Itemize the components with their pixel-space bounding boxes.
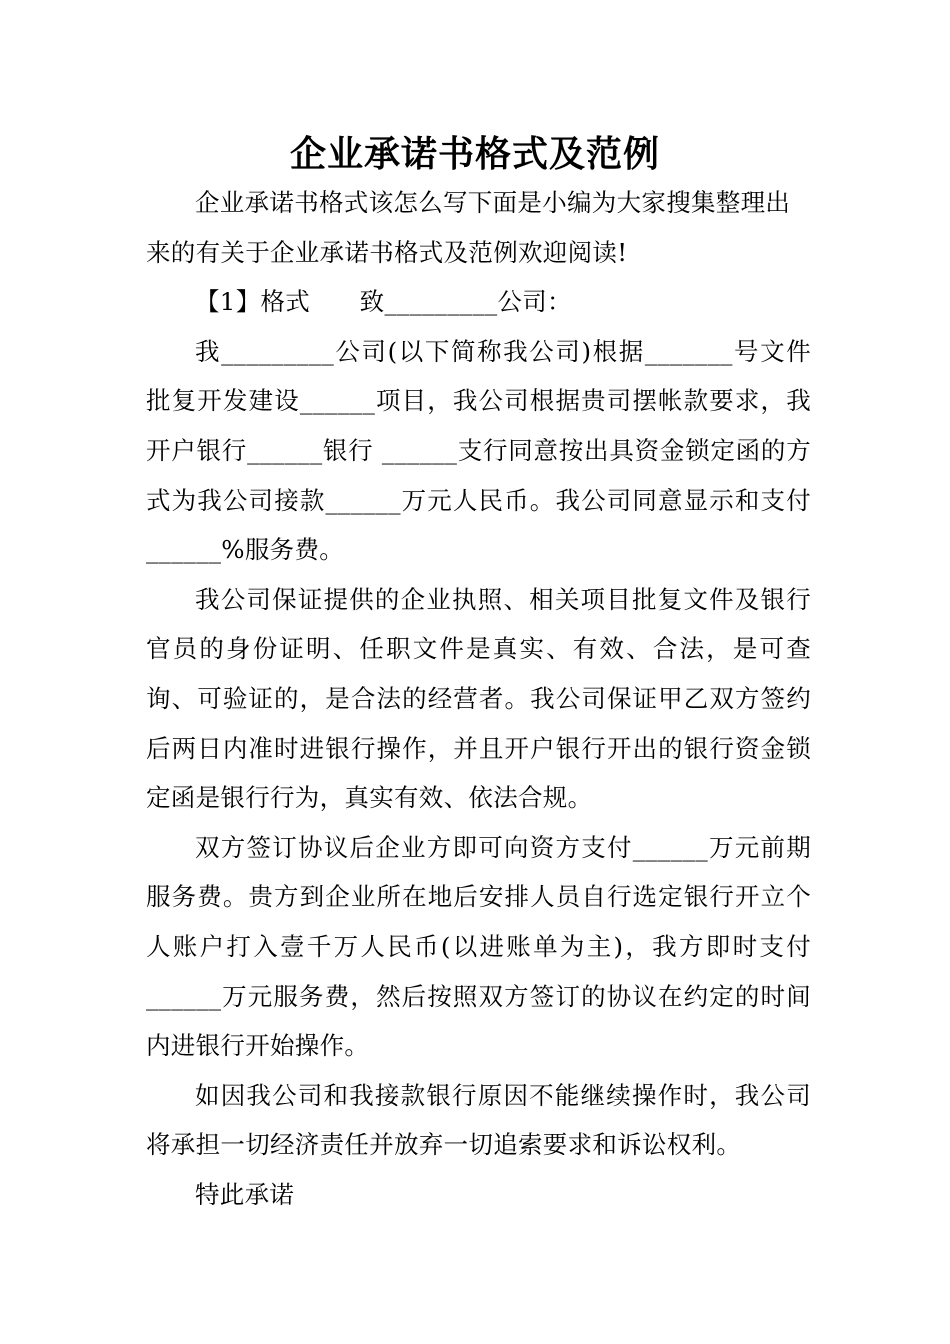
paragraph-liability-clause: 如因我公司和我接款银行原因不能继续操作时，我公司将承担一切经济责任并放弃一切追索要求和诉讼权利。 [146,1080,811,1160]
paragraph-closing: 特此承诺 [195,1179,295,1209]
paragraph-guarantee-clause: 我公司保证提供的企业执照、相关项目批复文件及银行官员的身份证明、任职文件是真实、有效、合法，是可查询、可验证的，是合法的经营者。我公司保证甲乙双方签约后两日内准时进银行操作，并且开户银行开出的银行资金锁定函是银行行为，真实有效、依法合规。 [146,584,811,813]
document-body [146,178,811,1219]
page-title: 企业承诺书格式及范例 [289,133,660,175]
paragraph-payment-clause: 双方签订协议后企业方即可向资方支付______万元前期服务费。贵方到企业所在地后安排人员自行选定银行开立个人账户打入壹千万人民币(以进账单为主)，我方即时支付______万元服务费，然后按照双方签订的协议在约定的时间内进银行开始操作。 [146,832,811,1061]
paragraph-funding-clause: 我_________公司(以下简称我公司)根据_______号文件批复开发建设______项目，我公司根据贵司摆帐款要求，我开户银行______银行 ______支行同意按出具资金锁定函的方式为我公司接款______万元人民币。我公司同意显示和支付______%服务费。 [146,336,811,565]
paragraph-format-heading: 【1】格式 致_________公司： [195,287,572,317]
paragraph-intro: 企业承诺书格式该怎么写下面是小编为大家搜集整理出来的有关于企业承诺书格式及范例欢迎阅读! [146,188,791,267]
